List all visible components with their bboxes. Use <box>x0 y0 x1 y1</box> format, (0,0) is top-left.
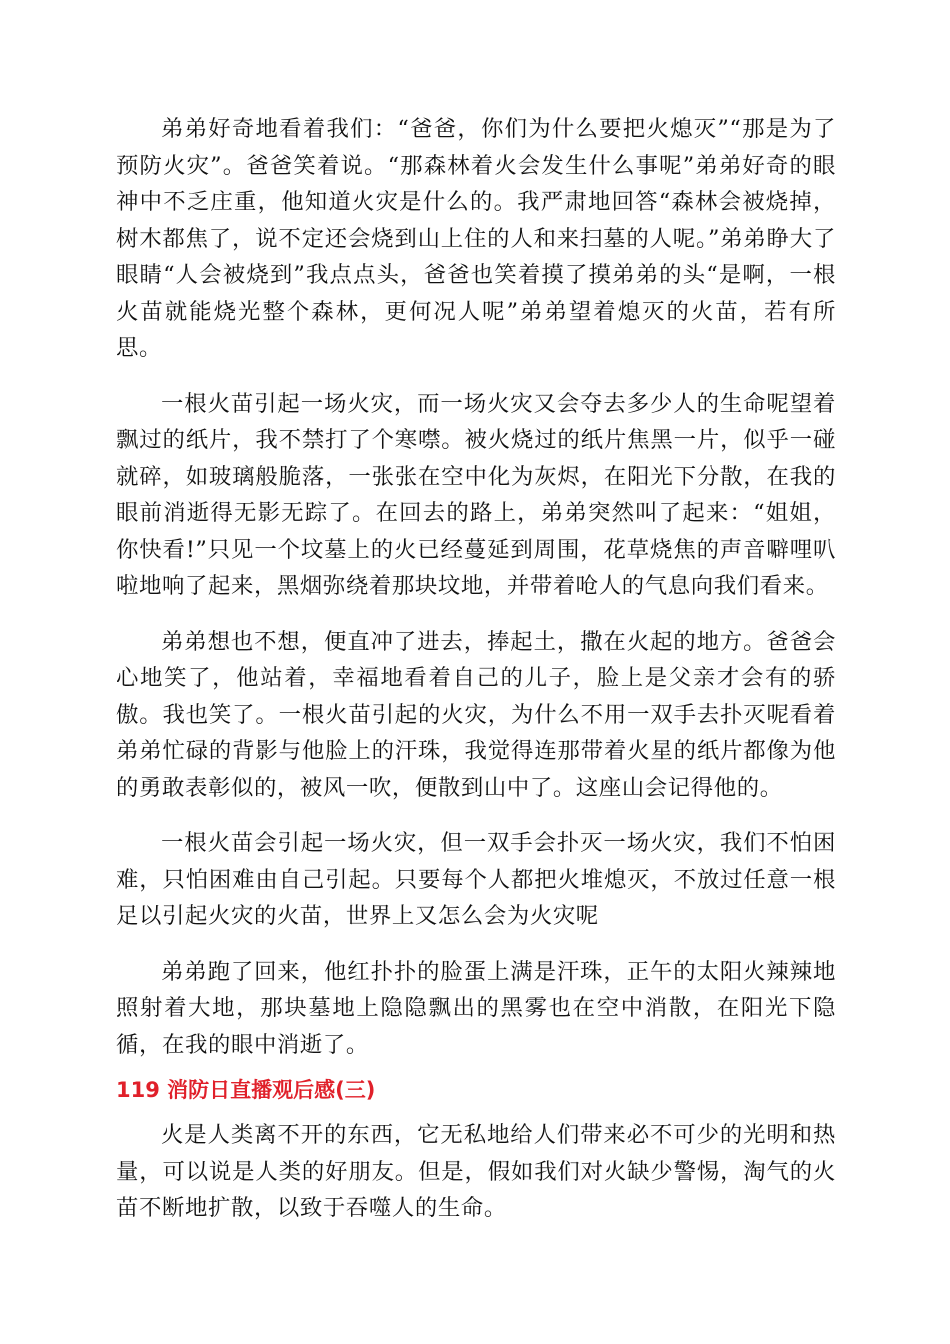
paragraph: 一根火苗会引起一场火灾，但一双手会扑灭一场火灾，我们不怕困难，只怕困难由自己引起。只要每个人都把火堆熄灭，不放过任意一根足以引起火灾的火苗，世界上又怎么会为火灾呢 <box>116 830 836 929</box>
paragraph: 弟弟想也不想，便直冲了进去，捧起土，撒在火起的地方。爸爸会心地笑了，他站着，幸福地看着自己的儿子，脸上是父亲才会有的骄傲。我也笑了。一根火苗引起的火灾，为什么不用一双手去扑灭呢看着弟弟忙碌的背影与他脸上的汗珠，我觉得连那带着火星的纸片都像为他的勇敢表彰似的，被风一吹，便散到山中了。这座山会记得他的。 <box>116 628 836 801</box>
paragraph: 弟弟好奇地看着我们：“爸爸，你们为什么要把火熄灭”“那是为了预防火灾”。爸爸笑着说。“那森林着火会发生什么事呢”弟弟好奇的眼神中不乏庄重，他知道火灾是什么的。我严肃地回答“森林会被烧掉，树木都焦了，说不定还会烧到山上住的人和来扫墓的人呢。”弟弟睁大了眼睛“人会被烧到”我点点头，爸爸也笑着摸了摸弟弟的头“是啊，一根火苗就能烧光整个森林，更何况人呢”弟弟望着熄灭的火苗，若有所思。 <box>116 116 836 361</box>
body-text <box>116 111 836 1063</box>
paragraph: 火是人类离不开的东西，它无私地给人们带来必不可少的光明和热量，可以说是人类的好朋友。但是，假如我们对火缺少警惕，淘气的火苗不断地扩散，以致于吞噬人的生命。 <box>116 1122 836 1221</box>
section-heading: 119 消防日直播观后感(三) <box>116 1078 376 1102</box>
closing-text <box>116 1117 836 1227</box>
paragraph: 一根火苗引起一场火灾，而一场火灾又会夺去多少人的生命呢望着飘过的纸片，我不禁打了个寒噤。被火烧过的纸片焦黑一片，似乎一碰就碎，如玻璃般脆落，一张张在空中化为灰烬，在阳光下分散，在我的眼前消逝得无影无踪了。在回去的路上，弟弟突然叫了起来：“姐姐，你快看!”只见一个坟墓上的火已经蔓延到周围，花草烧焦的声音噼哩叭啦地响了起来，黑烟弥绕着那块坟地，并带着呛人的气息向我们看来。 <box>116 390 836 599</box>
paragraph: 弟弟跑了回来，他红扑扑的脸蛋上满是汗珠，正午的太阳火辣辣地照射着大地，那块墓地上隐隐飘出的黑雾也在空中消散，在阳光下隐循，在我的眼中消逝了。 <box>116 958 836 1058</box>
